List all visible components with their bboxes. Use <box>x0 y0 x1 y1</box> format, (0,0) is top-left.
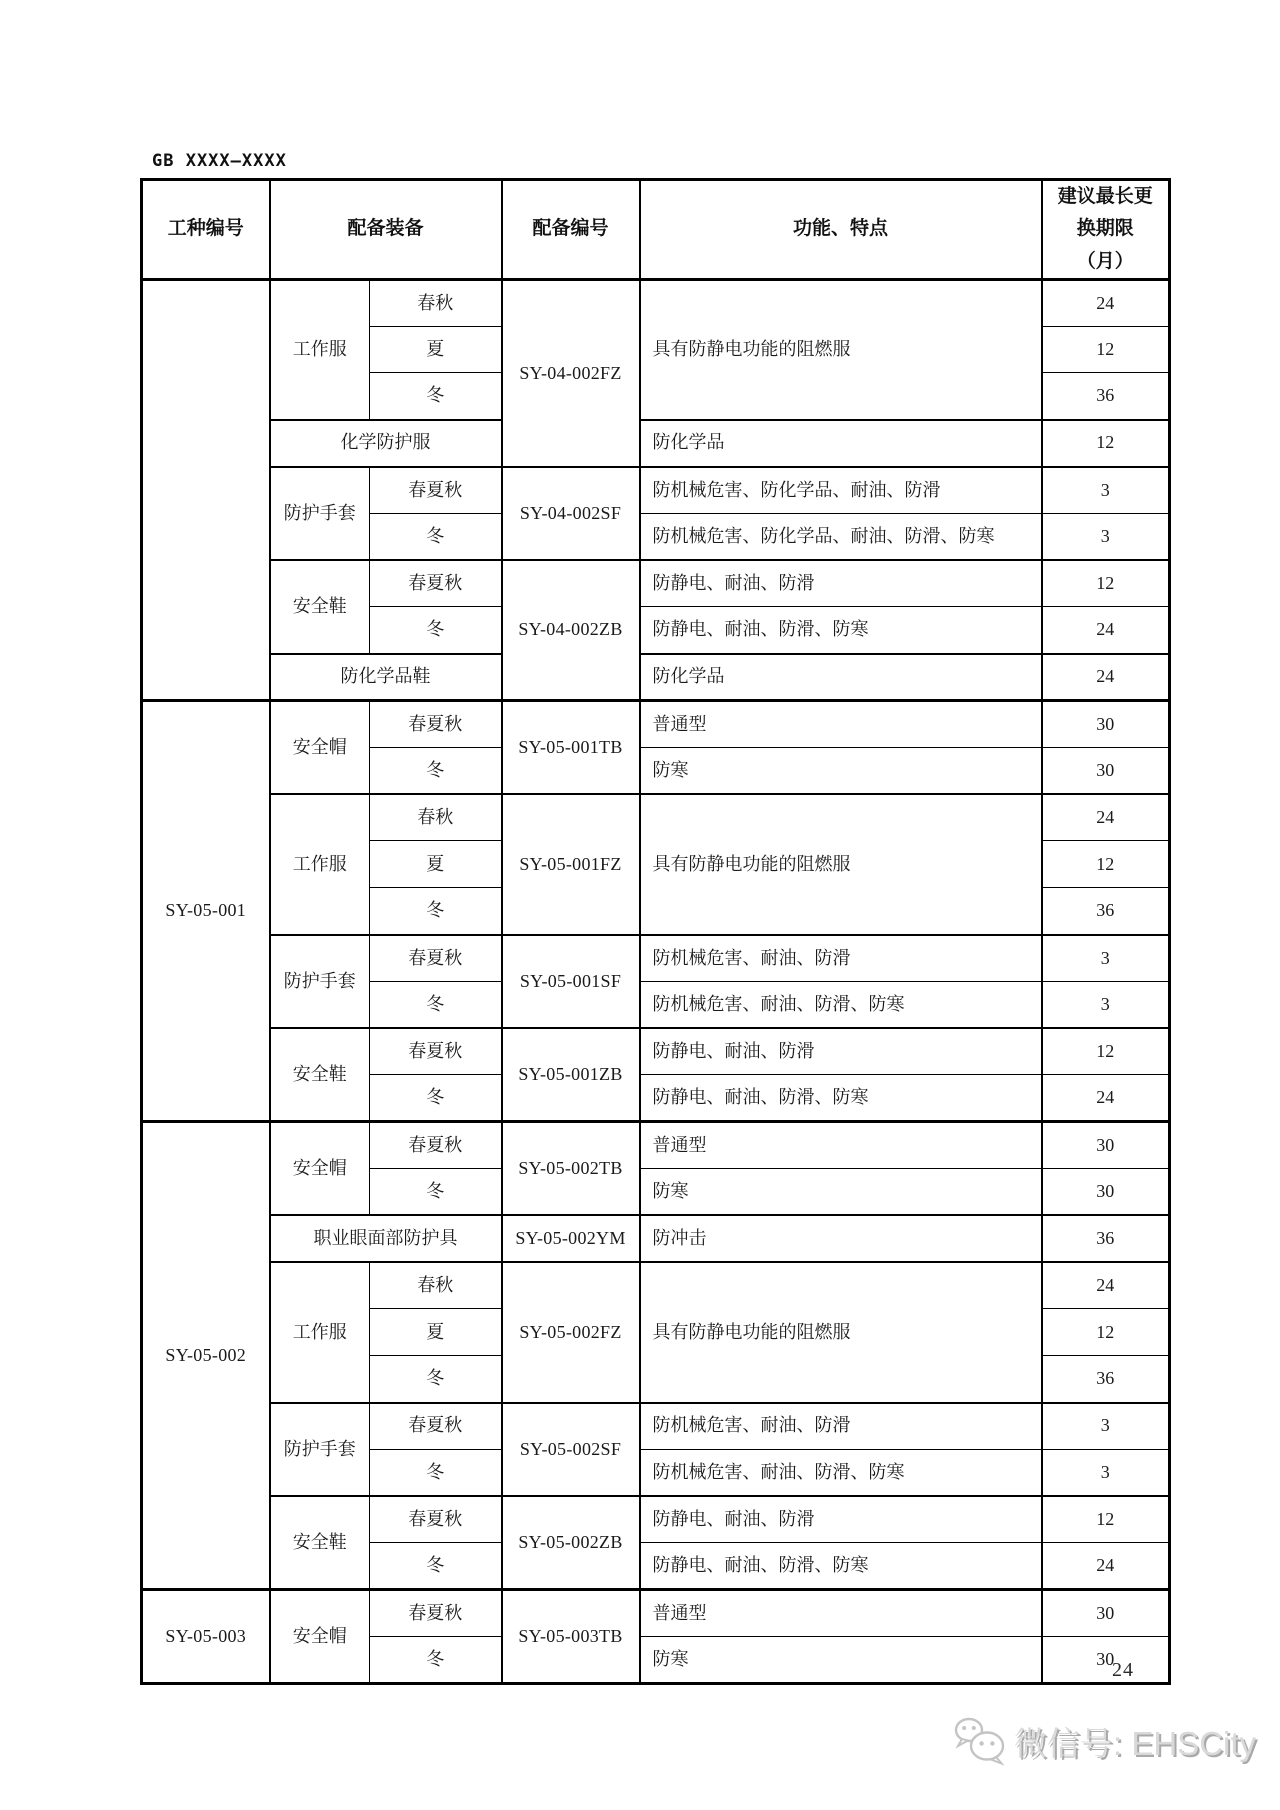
job-code-cell: SY-05-002 <box>142 1122 270 1590</box>
period-cell: 30 <box>1042 701 1170 748</box>
function-cell: 防机械危害、耐油、防滑 <box>640 1403 1042 1450</box>
table-row <box>142 1403 1170 1450</box>
equipment-cell: 安全帽 <box>270 701 370 795</box>
season-cell: 春秋 <box>370 794 502 841</box>
period-cell: 3 <box>1042 1403 1170 1450</box>
season-cell: 春夏秋 <box>370 701 502 748</box>
function-cell: 普通型 <box>640 701 1042 748</box>
season-cell: 夏 <box>370 1309 502 1356</box>
function-cell: 防静电、耐油、防滑、防寒 <box>640 1543 1042 1590</box>
season-cell: 冬 <box>370 1449 502 1496</box>
equip-code-cell: SY-05-003TB <box>502 1590 640 1684</box>
equipment-cell: 职业眼面部防护具 <box>270 1215 502 1262</box>
season-cell: 春夏秋 <box>370 560 502 607</box>
table-row <box>142 935 1170 982</box>
period-cell: 12 <box>1042 841 1170 888</box>
equip-code-cell: SY-05-001TB <box>502 701 640 795</box>
season-cell: 冬 <box>370 373 502 420</box>
period-cell: 24 <box>1042 279 1170 326</box>
function-cell: 防化学品 <box>640 420 1042 467</box>
period-cell: 12 <box>1042 326 1170 373</box>
equip-code-cell: SY-05-002YM <box>502 1215 640 1262</box>
header-equipment: 配备装备 <box>270 180 502 280</box>
equip-code-cell: SY-05-002FZ <box>502 1262 640 1402</box>
page-number: 24 <box>1112 1659 1134 1681</box>
equipment-cell: 安全鞋 <box>270 1496 370 1590</box>
equipment-cell: 防护手套 <box>270 1403 370 1497</box>
function-cell: 防寒 <box>640 1637 1042 1684</box>
season-cell: 春夏秋 <box>370 1028 502 1075</box>
period-cell: 36 <box>1042 373 1170 420</box>
function-cell: 防机械危害、耐油、防滑、防寒 <box>640 981 1042 1028</box>
function-cell: 防寒 <box>640 747 1042 794</box>
equipment-cell: 防护手套 <box>270 467 370 561</box>
equip-code-cell: SY-05-002SF <box>502 1403 640 1497</box>
equip-code-cell: SY-04-002ZB <box>502 560 640 700</box>
table-row <box>142 1496 1170 1543</box>
table-row <box>142 701 1170 748</box>
table-row <box>142 420 1170 467</box>
season-cell: 春夏秋 <box>370 935 502 982</box>
season-cell: 夏 <box>370 326 502 373</box>
period-cell: 30 <box>1042 1122 1170 1169</box>
equipment-cell: 安全帽 <box>270 1122 370 1216</box>
season-cell: 春夏秋 <box>370 1403 502 1450</box>
table-row <box>142 1122 1170 1169</box>
wechat-icon <box>952 1716 1008 1766</box>
doc-standard-number: GB XXXX—XXXX <box>152 151 287 171</box>
period-cell: 12 <box>1042 1496 1170 1543</box>
season-cell: 春秋 <box>370 279 502 326</box>
period-cell: 24 <box>1042 1543 1170 1590</box>
equip-code-cell: SY-04-002SF <box>502 467 640 561</box>
function-cell: 防化学品 <box>640 654 1042 701</box>
season-cell: 冬 <box>370 747 502 794</box>
table-row <box>142 654 1170 701</box>
wechat-watermark <box>952 1716 1256 1766</box>
equipment-cell: 防化学品鞋 <box>270 654 502 701</box>
season-cell: 春夏秋 <box>370 1590 502 1637</box>
period-cell: 12 <box>1042 560 1170 607</box>
header-equip-code: 配备编号 <box>502 180 640 280</box>
table-row <box>142 794 1170 841</box>
season-cell: 冬 <box>370 888 502 935</box>
equipment-cell: 安全帽 <box>270 1590 370 1684</box>
period-cell: 24 <box>1042 1262 1170 1309</box>
function-cell: 防机械危害、耐油、防滑、防寒 <box>640 1449 1042 1496</box>
period-cell: 36 <box>1042 1356 1170 1403</box>
ppe-allocation-table <box>140 178 1171 1685</box>
table-row <box>142 1262 1170 1309</box>
table-row <box>142 1028 1170 1075</box>
period-cell: 24 <box>1042 794 1170 841</box>
period-cell: 30 <box>1042 1590 1170 1637</box>
period-cell: 36 <box>1042 1215 1170 1262</box>
equipment-cell: 工作服 <box>270 279 370 419</box>
season-cell: 冬 <box>370 1356 502 1403</box>
season-cell: 冬 <box>370 1637 502 1684</box>
period-cell: 3 <box>1042 1449 1170 1496</box>
ppe-table-container <box>140 178 1171 1685</box>
equip-code-cell: SY-04-002FZ <box>502 279 640 466</box>
header-replace-period: 建议最长更换期限（月） <box>1042 180 1170 280</box>
equip-code-cell: SY-05-001SF <box>502 935 640 1029</box>
table-row <box>142 467 1170 514</box>
season-cell: 夏 <box>370 841 502 888</box>
function-cell: 防静电、耐油、防滑、防寒 <box>640 607 1042 654</box>
equipment-cell: 工作服 <box>270 1262 370 1402</box>
equip-code-cell: SY-05-002TB <box>502 1122 640 1216</box>
wechat-id-label: 微信号: EHSCity <box>1014 1724 1257 1762</box>
equip-code-cell: SY-05-001FZ <box>502 794 640 934</box>
equipment-cell: 安全鞋 <box>270 1028 370 1122</box>
period-cell: 3 <box>1042 513 1170 560</box>
equipment-cell: 化学防护服 <box>270 420 502 467</box>
equipment-cell: 安全鞋 <box>270 560 370 654</box>
header-job-code: 工种编号 <box>142 180 270 280</box>
period-cell: 24 <box>1042 1075 1170 1122</box>
function-cell: 防机械危害、耐油、防滑 <box>640 935 1042 982</box>
header-function: 功能、特点 <box>640 180 1042 280</box>
period-cell: 3 <box>1042 935 1170 982</box>
period-cell: 30 <box>1042 1169 1170 1216</box>
table-row <box>142 560 1170 607</box>
function-cell: 防冲击 <box>640 1215 1042 1262</box>
table-row <box>142 1590 1170 1637</box>
period-cell: 3 <box>1042 981 1170 1028</box>
function-cell: 普通型 <box>640 1590 1042 1637</box>
season-cell: 冬 <box>370 1169 502 1216</box>
period-cell: 30 <box>1042 1637 1170 1684</box>
function-cell: 防静电、耐油、防滑 <box>640 560 1042 607</box>
season-cell: 冬 <box>370 1075 502 1122</box>
period-cell: 12 <box>1042 420 1170 467</box>
season-cell: 春夏秋 <box>370 1122 502 1169</box>
season-cell: 冬 <box>370 513 502 560</box>
period-cell: 24 <box>1042 607 1170 654</box>
job-code-cell: SY-05-003 <box>142 1590 270 1684</box>
period-cell: 12 <box>1042 1028 1170 1075</box>
equip-code-cell: SY-05-002ZB <box>502 1496 640 1590</box>
season-cell: 冬 <box>370 1543 502 1590</box>
table-header-row <box>142 180 1170 280</box>
function-cell: 防机械危害、防化学品、耐油、防滑、防寒 <box>640 513 1042 560</box>
function-cell: 具有防静电功能的阻燃服 <box>640 279 1042 419</box>
period-cell: 24 <box>1042 654 1170 701</box>
function-cell: 具有防静电功能的阻燃服 <box>640 794 1042 934</box>
equipment-cell: 防护手套 <box>270 935 370 1029</box>
function-cell: 普通型 <box>640 1122 1042 1169</box>
function-cell: 防寒 <box>640 1169 1042 1216</box>
function-cell: 防静电、耐油、防滑 <box>640 1496 1042 1543</box>
function-cell: 防机械危害、防化学品、耐油、防滑 <box>640 467 1042 514</box>
season-cell: 春夏秋 <box>370 1496 502 1543</box>
season-cell: 春秋 <box>370 1262 502 1309</box>
table-row <box>142 1215 1170 1262</box>
season-cell: 春夏秋 <box>370 467 502 514</box>
equip-code-cell: SY-05-001ZB <box>502 1028 640 1122</box>
table-row <box>142 279 1170 326</box>
function-cell: 防静电、耐油、防滑 <box>640 1028 1042 1075</box>
job-code-cell: SY-05-001 <box>142 701 270 1122</box>
equipment-cell: 工作服 <box>270 794 370 934</box>
period-cell: 30 <box>1042 747 1170 794</box>
season-cell: 冬 <box>370 981 502 1028</box>
period-cell: 3 <box>1042 467 1170 514</box>
period-cell: 12 <box>1042 1309 1170 1356</box>
period-cell: 36 <box>1042 888 1170 935</box>
job-code-cell <box>142 279 270 700</box>
function-cell: 具有防静电功能的阻燃服 <box>640 1262 1042 1402</box>
season-cell: 冬 <box>370 607 502 654</box>
function-cell: 防静电、耐油、防滑、防寒 <box>640 1075 1042 1122</box>
